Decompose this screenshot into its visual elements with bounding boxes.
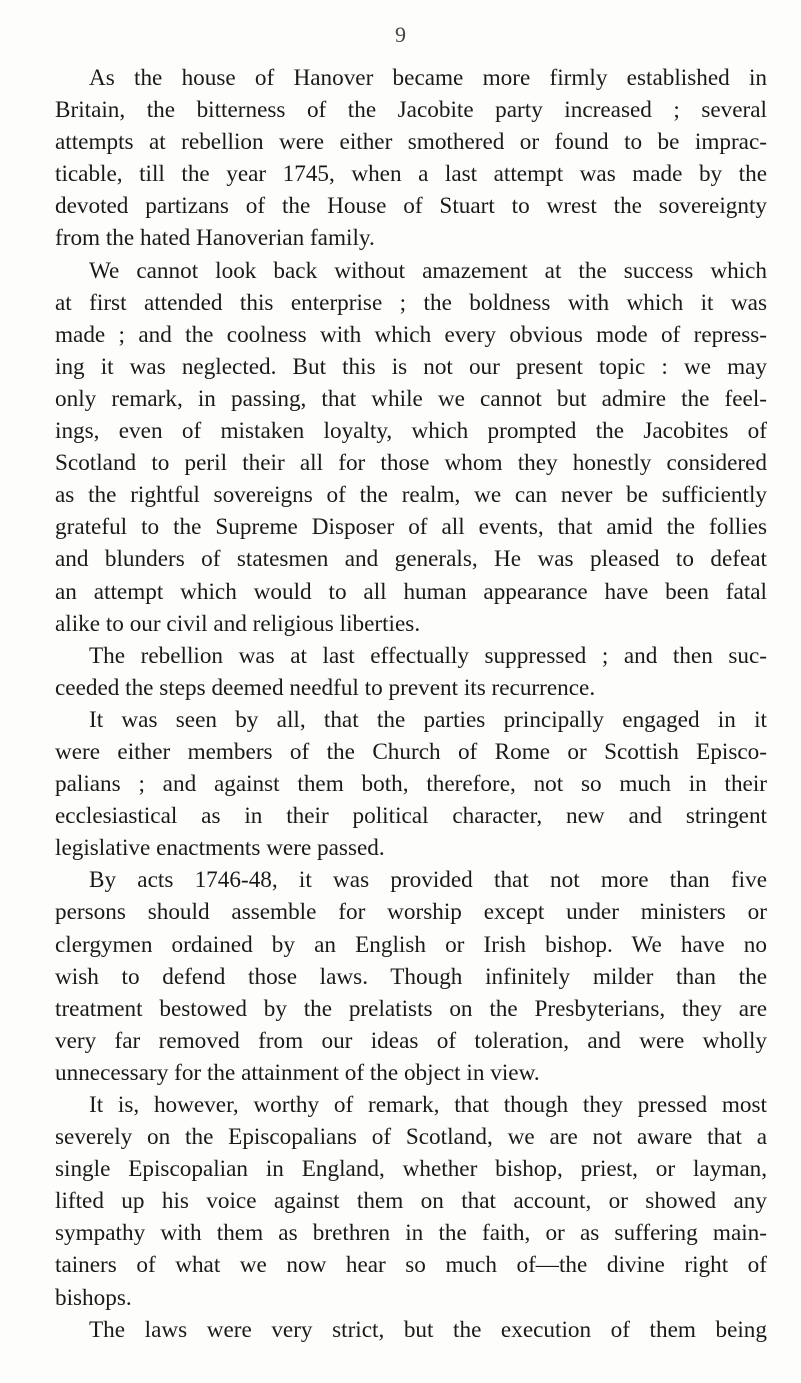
text-line: It is, however, worthy of remark, that though they pressed most — [89, 1092, 767, 1118]
text-line: tainers of what we now hear so much of—the divine right of — [55, 1252, 767, 1279]
text-line: severely on the Episcopalians of Scotland, we are not aware that a — [55, 1124, 767, 1151]
text-line: made ; and the coolness with which every obvious mode of repress- — [55, 321, 767, 348]
text-line: ings, even of mistaken loyalty, which prompted the Jacobites of — [55, 418, 767, 445]
text-line: an attempt which would to all human appearance have been fatal — [55, 578, 767, 605]
text-line: were either members of the Church of Rome or Scottish Episco- — [55, 738, 767, 765]
text-line: It was seen by all, that the parties principally engaged in it — [89, 706, 767, 733]
text-line: from the hated Hanoverian family. — [55, 225, 375, 252]
page-number: 9 — [395, 22, 406, 47]
text-line: at first attended this enterprise ; the boldness with which it was — [55, 289, 767, 316]
text-line: only remark, in passing, that while we cannot but admire the feel- — [55, 385, 767, 412]
text-line: sympathy with them as brethren in the faith, or as suffering main- — [55, 1220, 767, 1247]
text-line: As the house of Hanover became more firmly established in — [89, 65, 767, 91]
text-line: persons should assemble for worship except under ministers or — [55, 899, 767, 926]
text-line: Scotland to peril their all for those whom they honestly considered — [55, 450, 767, 477]
text-line: legislative enactments were passed. — [55, 835, 385, 862]
text-line: We cannot look back without amazement at the success which — [89, 257, 767, 284]
text-line: By acts 1746-48, it was provided that not more than five — [89, 867, 767, 894]
text-line: devoted partizans of the House of Stuart to wrest the sovereignty — [55, 193, 767, 220]
text-line: lifted up his voice against them on that account, or showed any — [55, 1188, 767, 1215]
text-line: attempts at rebellion were either smothered or found to be imprac- — [55, 129, 767, 156]
text-line: The laws were very strict, but the execution of them being — [89, 1316, 767, 1343]
text-line: The rebellion was at last effectually suppressed ; and then suc- — [89, 642, 767, 669]
text-line: Britain, the bitterness of the Jacobite party increased ; several — [55, 97, 767, 124]
text-line: grateful to the Supreme Disposer of all events, that amid the follies — [55, 514, 767, 541]
text-line: very far removed from our ideas of toleration, and were wholly — [55, 1027, 767, 1054]
text-line: as the rightful sovereigns of the realm, we can never be sufficiently — [55, 482, 767, 509]
text-line: wish to defend those laws. Though infinitely milder than the — [55, 963, 767, 990]
text-line: palians ; and against them both, therefore, not so much in their — [55, 771, 767, 798]
text-line: ceeded the steps deemed needful to prevent its recurrence. — [55, 674, 596, 701]
text-line: clergymen ordained by an English or Irish bishop. We have no — [55, 931, 767, 958]
text-line: treatment bestowed by the prelatists on the Presbyterians, they are — [55, 995, 767, 1022]
text-line: unnecessary for the attainment of the object in view. — [55, 1059, 540, 1086]
text-line: alike to our civil and religious liberties. — [55, 610, 421, 637]
text-line: ecclesiastical as in their political character, new and stringent — [55, 803, 767, 830]
text-line: and blunders of statesmen and generals, He was pleased to defeat — [55, 546, 767, 573]
text-line: bishops. — [55, 1284, 132, 1311]
text-line: ing it was neglected. But this is not our present topic : we may — [55, 353, 767, 380]
body-text — [55, 62, 767, 1346]
text-line: single Episcopalian in England, whether bishop, priest, or layman, — [55, 1156, 767, 1183]
text-line: ticable, till the year 1745, when a last attempt was made by the — [55, 161, 767, 188]
